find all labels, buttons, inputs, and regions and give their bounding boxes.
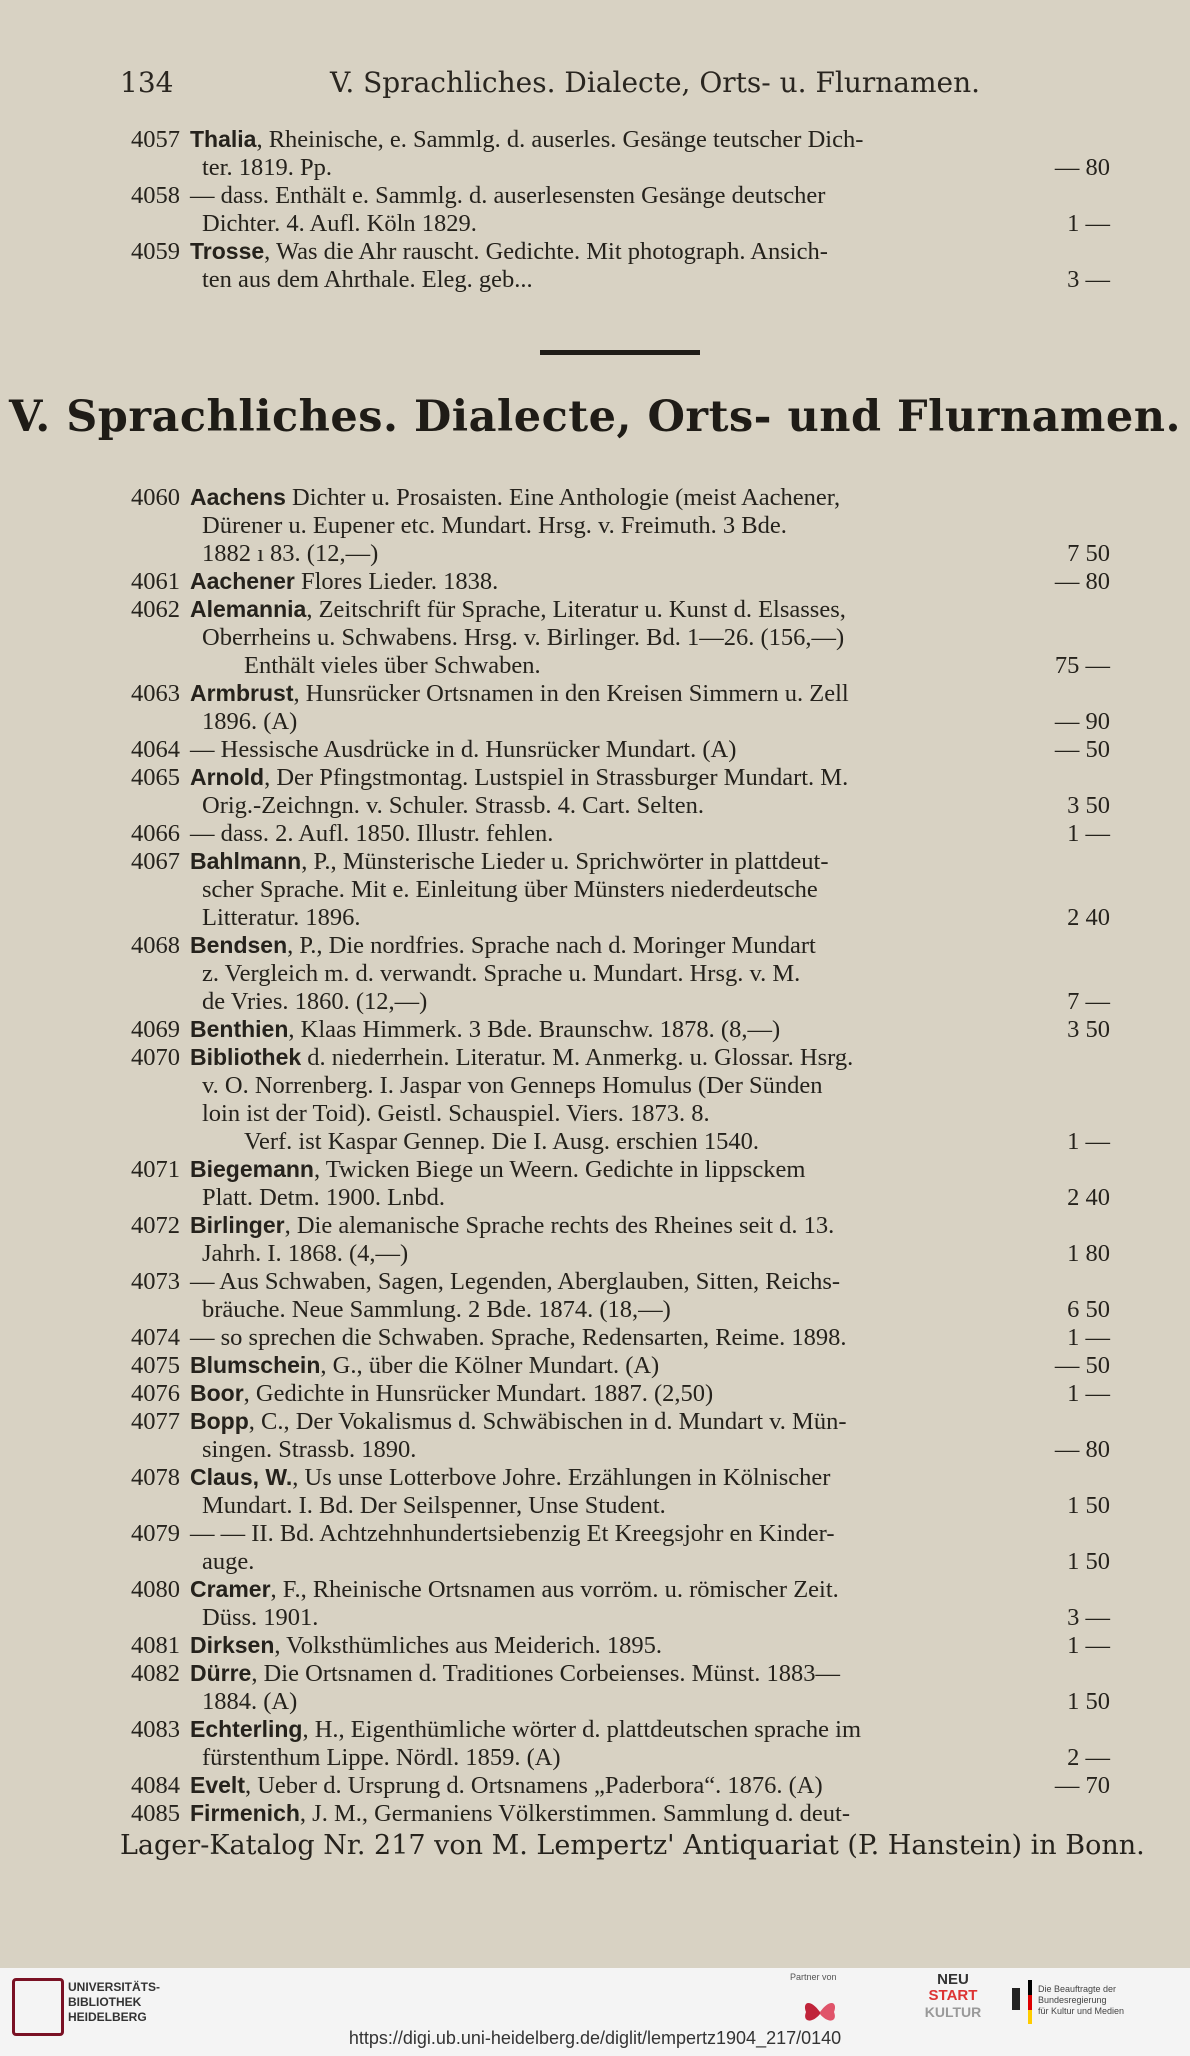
ub-heidelberg-logo[interactable] <box>12 1976 162 2036</box>
library-name-line: HEIDELBERG <box>68 2010 147 2024</box>
catalog-entry <box>110 1660 1110 1716</box>
running-title: V. Sprachliches. Dialecte, Orts- u. Flurnamen. <box>330 66 981 99</box>
catalog-entry <box>110 1268 1110 1324</box>
entry-line <box>190 1352 659 1380</box>
entry-text: Flores Lieder. 1838. <box>294 568 499 595</box>
entry-line <box>190 1016 780 1044</box>
entry-number: 4071 <box>131 1156 180 1183</box>
entry-line <box>190 238 828 266</box>
entry-line <box>202 1744 561 1772</box>
entry-line <box>202 1240 408 1268</box>
catalog-footer: Lager-Katalog Nr. 217 von M. Lempertz' Antiquariat (P. Hanstein) in Bonn. <box>120 1830 1145 1861</box>
entry-author: Bahlmann <box>190 848 302 874</box>
entry-number: 4077 <box>131 1408 180 1435</box>
entry-number: 4078 <box>131 1464 180 1491</box>
entry-author: Boor <box>190 1380 244 1406</box>
entry-text: , Twicken Biege un Weern. Gedichte in lippsckem <box>313 1156 806 1183</box>
catalog-entry <box>110 182 1110 238</box>
entry-number: 4082 <box>131 1660 180 1687</box>
catalog-entry <box>110 764 1110 820</box>
entry-line <box>190 1660 840 1688</box>
entry-line <box>190 736 736 764</box>
entry-text: , G., über die Kölner Mundart. (A) <box>320 1352 660 1379</box>
entry-number: 4079 <box>131 1520 180 1547</box>
entry-number: 4074 <box>131 1324 180 1351</box>
entry-number: 4063 <box>131 680 180 707</box>
entry-author: Evelt <box>190 1772 245 1798</box>
entry-line <box>190 1156 805 1184</box>
entry-text: d. niederrhein. Literatur. M. Anmerkg. u. Glossar. Hsrg. <box>301 1044 854 1071</box>
entry-number: 4066 <box>131 820 180 847</box>
entry-text: , Hunsrücker Ortsnamen in den Kreisen Simmern u. Zell <box>293 680 849 707</box>
entry-number: 4080 <box>131 1576 180 1603</box>
entry-line <box>202 904 361 932</box>
entry-text: , P., Münsterische Lieder u. Sprichwörter in plattdeut- <box>301 848 829 875</box>
entry-number: 4058 <box>131 182 180 209</box>
catalog-entry <box>110 932 1110 1016</box>
entry-line <box>190 1716 861 1744</box>
permalink-url[interactable]: https://digi.ub.uni-heidelberg.de/diglit/lempertz1904_217/0140 <box>348 2028 842 2048</box>
entry-line <box>190 484 840 512</box>
entry-text: Dichter. 4. Aufl. Köln 1829. <box>202 210 477 237</box>
entry-author: Aachens <box>190 484 286 510</box>
entry-text: , Ueber d. Ursprung d. Ortsnamens „Paderbora“. 1876. (A) <box>244 1772 823 1799</box>
entry-price: 2 — <box>1067 1744 1110 1771</box>
entry-text: , Rheinische, e. Sammlg. d. auserles. Gesänge teutscher Dich- <box>256 126 864 153</box>
entry-line <box>202 1436 416 1464</box>
entry-line <box>190 932 816 960</box>
entry-line <box>202 1184 445 1212</box>
entry-text: , Was die Ahr rauscht. Gedichte. Mit photograph. Ansich- <box>264 238 828 265</box>
entry-text: , Gedichte in Hunsrücker Mundart. 1887. (2,50) <box>243 1380 714 1407</box>
entry-text: , C., Der Vokalismus d. Schwäbischen in d. Mundart v. Mün- <box>248 1408 847 1435</box>
entry-text: Litteratur. 1896. <box>202 904 361 931</box>
entry-price: — 70 <box>1054 1772 1110 1799</box>
entry-text: , H., Eigenthümliche wörter d. plattdeutschen sprache im <box>302 1716 862 1743</box>
entry-number: 4061 <box>131 568 180 595</box>
entry-text: , Der Pfingstmontag. Lustspiel in Strassburger Mundart. M. <box>264 764 849 791</box>
entry-text: loin ist der Toid). Geistl. Schauspiel. Viers. 1873. 8. <box>202 1100 710 1127</box>
neustart-kultur-logo[interactable] <box>918 1972 988 2020</box>
entry-text: v. O. Norrenberg. I. Jaspar von Genneps Homulus (Der Sünden <box>202 1072 823 1099</box>
entry-author: Dürre <box>190 1660 252 1686</box>
entry-line <box>190 1632 662 1660</box>
entry-line <box>202 1604 318 1632</box>
entry-price: 1 — <box>1067 1324 1110 1351</box>
catalog-entry <box>110 1408 1110 1464</box>
entry-price: 3 — <box>1067 1604 1110 1631</box>
entry-price: 1 — <box>1067 1128 1110 1155</box>
bkm-line: Die Beauftragte der Bundesregierung <box>1038 1984 1117 2005</box>
entry-author: Aachener <box>190 568 295 594</box>
entry-line <box>202 1100 710 1128</box>
entry-line <box>244 1128 759 1156</box>
catalog-entry <box>110 126 1110 182</box>
catalog-entry <box>110 736 1110 764</box>
entry-number: 4081 <box>131 1632 180 1659</box>
entry-price: — 80 <box>1054 568 1110 595</box>
entry-price: 1 50 <box>1067 1688 1110 1715</box>
entry-line <box>202 540 378 568</box>
entry-text: Jahrh. I. 1868. (4,—) <box>202 1240 409 1267</box>
german-flag-icon <box>1028 1980 1032 2024</box>
entry-text: z. Vergleich m. d. verwandt. Sprache u. Mundart. Hrsg. v. M. <box>202 960 801 987</box>
entry-price: 1 50 <box>1067 1548 1110 1575</box>
entry-price: 1 50 <box>1067 1492 1110 1519</box>
entry-number: 4076 <box>131 1380 180 1407</box>
entry-text: , J. M., Germaniens Völkerstimmen. Sammlung d. deut- <box>299 1800 850 1827</box>
entry-price: 7 50 <box>1067 540 1110 567</box>
catalog-entry <box>110 1772 1110 1800</box>
entry-line <box>190 680 849 708</box>
entry-text: , P., Die nordfries. Sprache nach d. Moringer Mundart <box>287 932 816 959</box>
entry-text: de Vries. 1860. (12,—) <box>202 988 428 1015</box>
entry-line <box>202 876 818 904</box>
entry-text: — Hessische Ausdrücke in d. Hunsrücker Mundart. (A) <box>190 736 737 763</box>
entry-price: 1 — <box>1067 820 1110 847</box>
entry-line <box>190 1044 853 1072</box>
entry-price: 3 — <box>1067 266 1110 293</box>
entry-line <box>190 1324 847 1352</box>
entry-text: fürstenthum Lippe. Nördl. 1859. (A) <box>202 1744 561 1771</box>
entry-text: Dichter u. Prosaisten. Eine Anthologie (meist Aachener, <box>285 484 841 511</box>
bkm-text <box>1038 1984 1180 2017</box>
entry-number: 4065 <box>131 764 180 791</box>
entry-number: 4064 <box>131 736 180 763</box>
entry-text: — dass. Enthält e. Sammlg. d. auserlesensten Gesänge deutscher <box>190 182 826 209</box>
entry-price: 7 — <box>1067 988 1110 1015</box>
entry-author: Benthien <box>190 1016 289 1042</box>
entry-line <box>190 1464 830 1492</box>
entry-text: — — II. Bd. Achtzehnhundertsiebenzig Et Kreegsjohr en Kinder- <box>190 1520 835 1547</box>
entry-author: Bendsen <box>190 932 288 958</box>
catalog-entry <box>110 848 1110 932</box>
entry-number: 4070 <box>131 1044 180 1071</box>
entry-line <box>190 182 825 210</box>
entry-text: 1896. (A) <box>202 708 298 735</box>
entry-price: 2 40 <box>1067 904 1110 931</box>
entry-line <box>190 596 846 624</box>
entry-price: 3 50 <box>1067 792 1110 819</box>
entry-line <box>202 1688 297 1716</box>
entry-author: Firmenich <box>190 1800 300 1826</box>
neustart-line: NEU <box>937 1971 969 1988</box>
entry-author: Claus, W. <box>190 1464 293 1490</box>
catalog-entry <box>110 680 1110 736</box>
entry-text: — so sprechen die Schwaben. Sprache, Redensarten, Reime. 1898. <box>190 1324 847 1351</box>
entry-author: Birlinger <box>190 1212 285 1238</box>
catalog-entry <box>110 820 1110 848</box>
entry-line <box>190 848 829 876</box>
section-title: V. Sprachliches. Dialecte, Orts- und Flurnamen. <box>8 392 1182 442</box>
entry-line <box>202 988 427 1016</box>
entry-author: Dirksen <box>190 1632 275 1658</box>
catalog-entry <box>110 568 1110 596</box>
entry-text: , Us unse Lotterbove Johre. Erzählungen in Kölnischer <box>292 1464 831 1491</box>
entry-text: — Aus Schwaben, Sagen, Legenden, Aberglauben, Sitten, Reichs- <box>190 1268 841 1295</box>
library-name-line: BIBLIOTHEK <box>68 1995 142 2009</box>
entry-text: Oberrheins u. Schwabens. Hrsg. v. Birlinger. Bd. 1—26. (156,—) <box>202 624 845 651</box>
entry-line <box>190 1800 850 1828</box>
entry-author: Echterling <box>190 1716 303 1742</box>
entry-price: 1 80 <box>1067 1240 1110 1267</box>
catalog-entry <box>110 1016 1110 1044</box>
page-number: 134 <box>120 66 174 99</box>
entry-number: 4085 <box>131 1800 180 1827</box>
neustart-line: START <box>928 1987 978 2004</box>
catalog-entry <box>110 1800 1110 1828</box>
entry-text: 1882 ı 83. (12,—) <box>202 540 379 567</box>
entry-text: Mundart. I. Bd. Der Seilspenner, Unse Student. <box>202 1492 666 1519</box>
entry-line <box>190 126 863 154</box>
entry-price: — 50 <box>1054 1352 1110 1379</box>
entry-text: singen. Strassb. 1890. <box>202 1436 417 1463</box>
entry-line <box>190 1268 840 1296</box>
entry-number: 4067 <box>131 848 180 875</box>
entry-line <box>190 1520 835 1548</box>
ub-heidelberg-name <box>68 1980 160 2025</box>
entry-line <box>190 1380 713 1408</box>
entry-author: Arnold <box>190 764 265 790</box>
entry-text: , Die alemanische Sprache rechts des Rheines seit d. 13. <box>284 1212 835 1239</box>
bkm-line: für Kultur und Medien <box>1038 2006 1125 2016</box>
entry-line <box>202 266 533 294</box>
entry-author: Bopp <box>190 1408 249 1434</box>
catalog-entry <box>110 1632 1110 1660</box>
catalog-entry <box>110 1324 1110 1352</box>
entry-line <box>202 210 477 238</box>
entry-price: 1 — <box>1067 210 1110 237</box>
entry-text: ten aus dem Ahrthale. Eleg. geb... <box>202 266 533 293</box>
entry-line <box>202 1072 823 1100</box>
entry-line <box>202 154 332 182</box>
entry-text: scher Sprache. Mit e. Einleitung über Münsters niederdeutsche <box>202 876 818 903</box>
entry-line <box>190 1576 839 1604</box>
entry-price: 75 — <box>1054 652 1110 679</box>
catalog-entry <box>110 1044 1110 1156</box>
entry-line <box>202 708 297 736</box>
entry-text: Orig.-Zeichngn. v. Schuler. Strassb. 4. Cart. Selten. <box>202 792 704 819</box>
entry-line <box>190 820 553 848</box>
entry-author: Bibliothek <box>190 1044 302 1070</box>
entry-number: 4057 <box>131 126 180 153</box>
entry-line <box>244 652 541 680</box>
entry-text: ter. 1819. Pp. <box>202 154 332 181</box>
entry-text: Düss. 1901. <box>202 1604 319 1631</box>
catalog-entry <box>110 596 1110 680</box>
entry-text: 1884. (A) <box>202 1688 298 1715</box>
entry-author: Alemannia <box>190 596 307 622</box>
entry-number: 4083 <box>131 1716 180 1743</box>
entry-line <box>202 960 800 988</box>
entry-price: — 80 <box>1054 1436 1110 1463</box>
entry-number: 4069 <box>131 1016 180 1043</box>
entry-line <box>202 1548 254 1576</box>
entry-price: 6 50 <box>1067 1296 1110 1323</box>
entry-text: Dürener u. Eupener etc. Mundart. Hrsg. v. Freimuth. 3 Bde. <box>202 512 787 539</box>
partner-label: Partner von <box>790 1972 837 1982</box>
entry-text: Verf. ist Kaspar Gennep. Die I. Ausg. erschien 1540. <box>244 1128 760 1155</box>
entry-number: 4072 <box>131 1212 180 1239</box>
entry-text: bräuche. Neue Sammlung. 2 Bde. 1874. (18,—) <box>202 1296 671 1323</box>
entry-line <box>202 1492 666 1520</box>
entry-author: Armbrust <box>190 680 294 706</box>
entry-price: 3 50 <box>1067 1016 1110 1043</box>
catalog-entry <box>110 1380 1110 1408</box>
entry-line <box>190 568 498 596</box>
entry-number: 4059 <box>131 238 180 265</box>
entry-line <box>202 1296 671 1324</box>
entry-line <box>202 512 787 540</box>
entry-author: Cramer <box>190 1576 271 1602</box>
entry-text: Platt. Detm. 1900. Lnbd. <box>202 1184 445 1211</box>
catalog-entry <box>110 1352 1110 1380</box>
entry-price: 1 — <box>1067 1380 1110 1407</box>
entry-number: 4084 <box>131 1772 180 1799</box>
bkm-logo[interactable] <box>1010 1980 1180 2030</box>
catalog-entry <box>110 1576 1110 1632</box>
catalog-entry <box>110 1212 1110 1268</box>
entry-text: — dass. 2. Aufl. 1850. Illustr. fehlen. <box>190 820 554 847</box>
entry-text: , Klaas Himmerk. 3 Bde. Braunschw. 1878. (8,—) <box>288 1016 781 1043</box>
entry-text: auge. <box>202 1548 255 1575</box>
catalog-entry <box>110 1520 1110 1576</box>
entry-author: Trosse <box>190 238 265 264</box>
catalog-entry <box>110 1464 1110 1520</box>
entry-text: , F., Rheinische Ortsnamen aus vorröm. u. römischer Zeit. <box>270 1576 839 1603</box>
library-name-line: UNIVERSITÄTS- <box>68 1980 161 1994</box>
catalog-entry <box>110 1156 1110 1212</box>
section-divider-rule <box>540 350 700 355</box>
butterfly-logo-icon[interactable] <box>800 1994 840 2030</box>
entry-number: 4073 <box>131 1268 180 1295</box>
entry-price: 1 — <box>1067 1632 1110 1659</box>
federal-eagle-icon <box>1010 1984 1022 2018</box>
entry-text: , Volksthümliches aus Meiderich. 1895. <box>274 1632 663 1659</box>
entry-price: — 80 <box>1054 154 1110 181</box>
neustart-line: KULTUR <box>924 2004 982 2020</box>
catalog-entry <box>110 1716 1110 1772</box>
entry-author: Thalia <box>190 126 257 152</box>
entry-price: 2 40 <box>1067 1184 1110 1211</box>
entry-price: — 50 <box>1054 736 1110 763</box>
viewer-bottom-bar <box>0 1968 1190 2056</box>
entry-text: , Die Ortsnamen d. Traditiones Corbeienses. Münst. 1883— <box>251 1660 841 1687</box>
entry-line <box>190 764 848 792</box>
catalog-entry <box>110 238 1110 294</box>
running-header <box>120 66 1060 106</box>
entry-price: — 90 <box>1054 708 1110 735</box>
entry-number: 4062 <box>131 596 180 623</box>
entry-number: 4068 <box>131 932 180 959</box>
entry-line <box>190 1408 846 1436</box>
entry-number: 4075 <box>131 1352 180 1379</box>
entry-line <box>190 1212 834 1240</box>
entry-number: 4060 <box>131 484 180 511</box>
entry-line <box>190 1772 823 1800</box>
entry-text: Enthält vieles über Schwaben. <box>244 652 541 679</box>
entry-author: Blumschein <box>190 1352 321 1378</box>
entry-line <box>202 792 704 820</box>
catalog-entry <box>110 484 1110 568</box>
entry-author: Biegemann <box>190 1156 314 1182</box>
entry-line <box>202 624 844 652</box>
entry-text: , Zeitschrift für Sprache, Literatur u. Kunst d. Elsasses, <box>306 596 846 623</box>
